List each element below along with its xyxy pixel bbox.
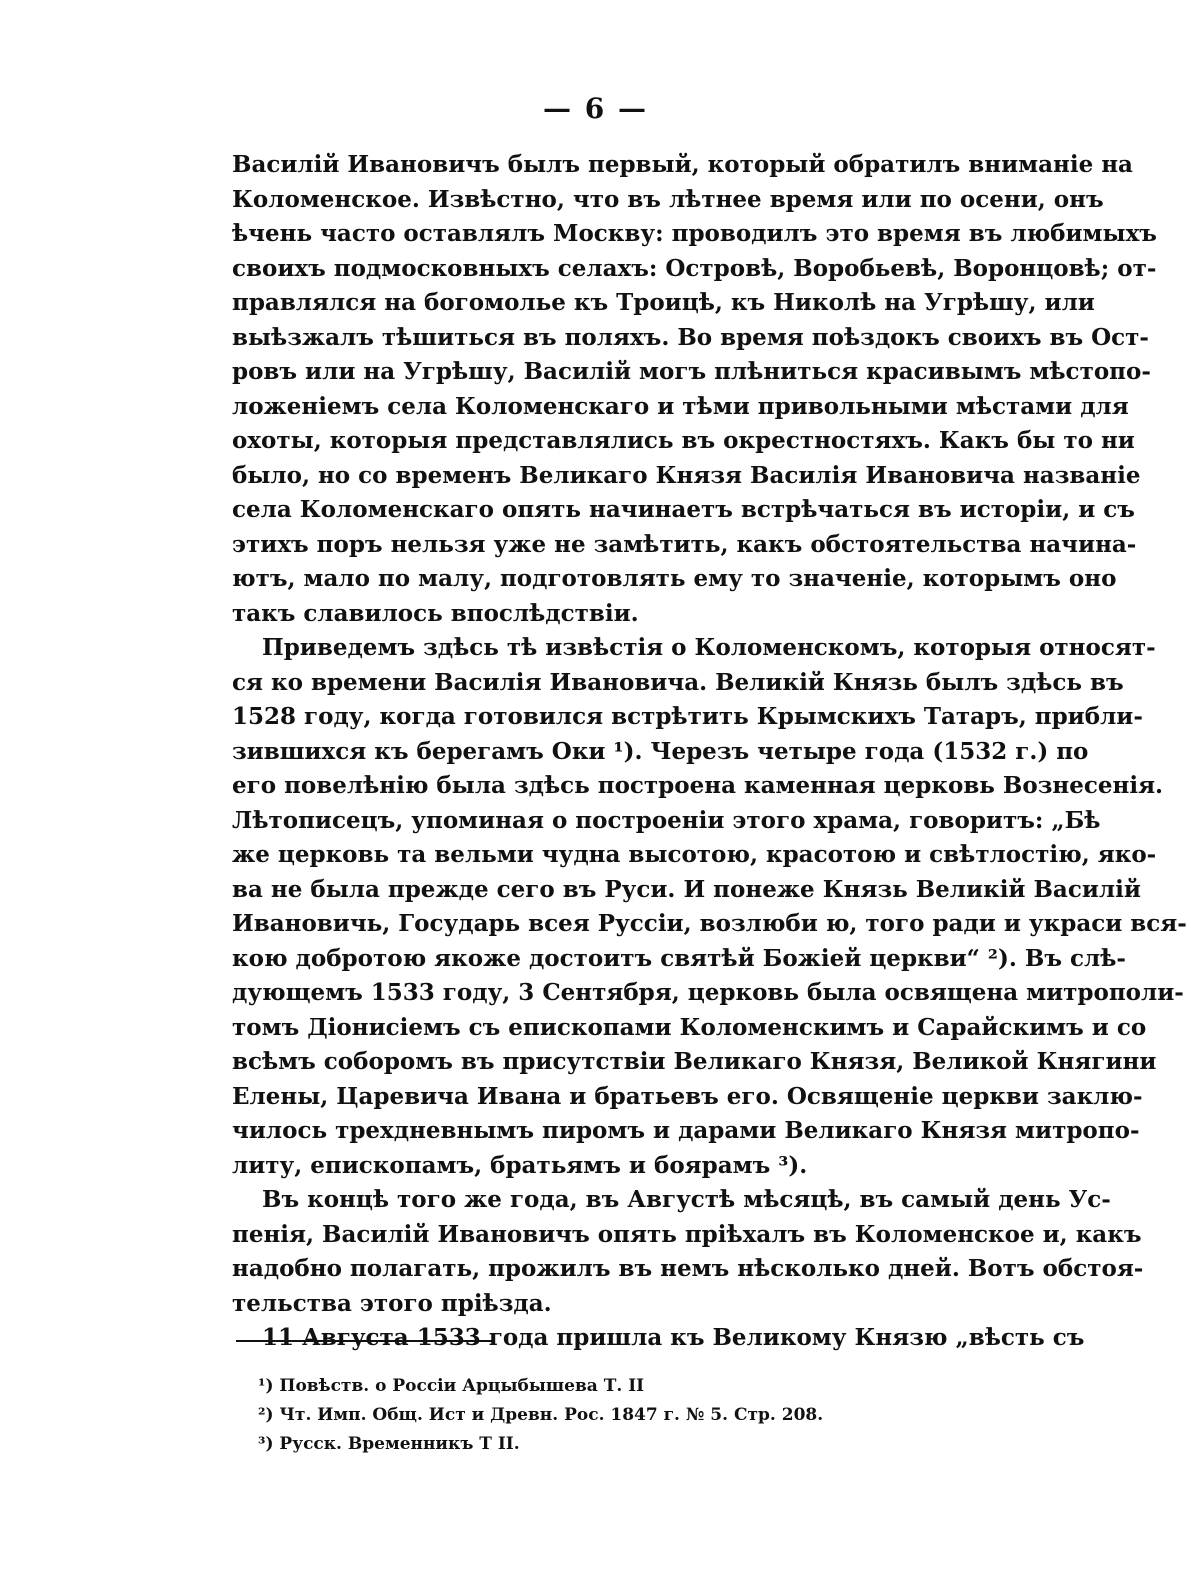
text-line: такъ славилось впослѣдствіи. bbox=[232, 599, 639, 627]
text-line: выѣзжалъ тѣшиться въ поляхъ. Во время поѣздокъ своихъ въ Ост- bbox=[232, 323, 1149, 351]
text-line: Лѣтописецъ, упоминая о построеніи этого храма, говоритъ: „Бѣ bbox=[232, 806, 1101, 834]
text-line: Василій Ивановичъ былъ первый, который обратилъ вниманіе на bbox=[232, 151, 1133, 178]
text-line: ѣчень часто оставлялъ Москву: проводилъ это время въ любимыхъ bbox=[232, 220, 1157, 247]
text-line: ютъ, мало по малу, подготовлять ему то значеніе, которымъ оно bbox=[232, 565, 1117, 592]
text-line: дующемъ 1533 году, 3 Сентября, церковь была освящена митрополи- bbox=[232, 979, 1184, 1006]
text-line: охоты, которыя представлялись въ окрестностяхъ. Какъ бы то ни bbox=[232, 427, 1135, 454]
text-line: Приведемъ здѣсь тѣ извѣстія о Коломенскомъ, которыя относят- bbox=[262, 634, 1156, 661]
text-line: томъ Діонисіемъ съ епископами Коломенскимъ и Сарайскимъ и со bbox=[232, 1013, 1147, 1041]
text-line: кою добротою якоже достоитъ святѣй Божіей церкви“ ²). Въ слѣ- bbox=[232, 944, 1126, 972]
footnote-1: ¹) Повѣств. о Россіи Арцыбышева Т. II bbox=[258, 1376, 645, 1396]
text-line: было, но со временъ Великаго Князя Василія Ивановича названіе bbox=[232, 461, 1141, 489]
text-line: ровъ или на Угрѣшу, Василій могъ плѣниться красивымъ мѣстопо- bbox=[232, 358, 1151, 385]
text-line: зившихся къ берегамъ Оки ¹). Черезъ четыре года (1532 г.) по bbox=[232, 737, 1089, 765]
text-line: правлялся на богомолье къ Троицѣ, къ Николѣ на Угрѣшу, или bbox=[232, 289, 1095, 316]
page-number: — 6 — bbox=[543, 92, 648, 125]
text-line: литу, епископамъ, братьямъ и боярамъ ³). bbox=[232, 1151, 808, 1179]
text-line: Коломенское. Извѣстно, что въ лѣтнее время или по осени, онъ bbox=[232, 185, 1104, 213]
text-line: 11 Августа 1533 года пришла къ Великому Князю „вѣсть съ bbox=[262, 1324, 1085, 1351]
footnote-divider bbox=[236, 1340, 494, 1342]
text-line: села Коломенскаго опять начинаетъ встрѣчаться въ исторіи, и съ bbox=[232, 496, 1135, 523]
text-line: ва не была прежде сего въ Руси. И понеже Князь Великій Василій bbox=[232, 875, 1141, 903]
text-line: надобно полагать, прожилъ въ немъ нѣсколько дней. Вотъ обстоя- bbox=[232, 1255, 1144, 1282]
text-line: Елены, Царевича Ивана и братьевъ его. Освященіе церкви заклю- bbox=[232, 1082, 1143, 1110]
text-line: Ивановичь, Государь всея Руссіи, возлюби ю, того ради и украси вся- bbox=[232, 910, 1187, 937]
text-line: же церковь та вельми чудна высотою, красотою и свѣтлостію, яко- bbox=[232, 841, 1157, 868]
text-line: пенія, Василій Ивановичъ опять пріѣхалъ въ Коломенское и, какъ bbox=[232, 1220, 1142, 1248]
text-line: тельства этого пріѣзда. bbox=[232, 1289, 552, 1317]
text-line: своихъ подмосковныхъ селахъ: Островѣ, Воробьевѣ, Воронцовѣ; от- bbox=[232, 254, 1157, 282]
footnote-3: ³) Русск. Временникъ Т II. bbox=[258, 1434, 520, 1454]
text-line: ся ко времени Василія Ивановича. Великій Князь былъ здѣсь въ bbox=[232, 668, 1124, 696]
text-line: его повелѣнію была здѣсь построена каменная церковь Вознесенія. bbox=[232, 772, 1164, 799]
footnote-2: ²) Чт. Имп. Общ. Ист и Древн. Рос. 1847 г. № 5. Стр. 208. bbox=[258, 1405, 824, 1425]
text-line: 1528 году, когда готовился встрѣтить Крымскихъ Татаръ, прибли- bbox=[232, 703, 1143, 730]
text-line: всѣмъ соборомъ въ присутствіи Великаго Князя, Великой Княгини bbox=[232, 1048, 1157, 1075]
footnotes bbox=[258, 1372, 958, 1459]
body-text bbox=[232, 148, 1187, 1356]
text-line: этихъ поръ нельзя уже не замѣтить, какъ обстоятельства начина- bbox=[232, 530, 1137, 558]
text-line: Въ концѣ того же года, въ Августѣ мѣсяцѣ, въ самый день Ус- bbox=[262, 1186, 1111, 1213]
text-line: ложеніемъ села Коломенскаго и тѣми привольными мѣстами для bbox=[232, 392, 1129, 420]
text-line: чилось трехдневнымъ пиромъ и дарами Великаго Князя митропо- bbox=[232, 1117, 1140, 1144]
